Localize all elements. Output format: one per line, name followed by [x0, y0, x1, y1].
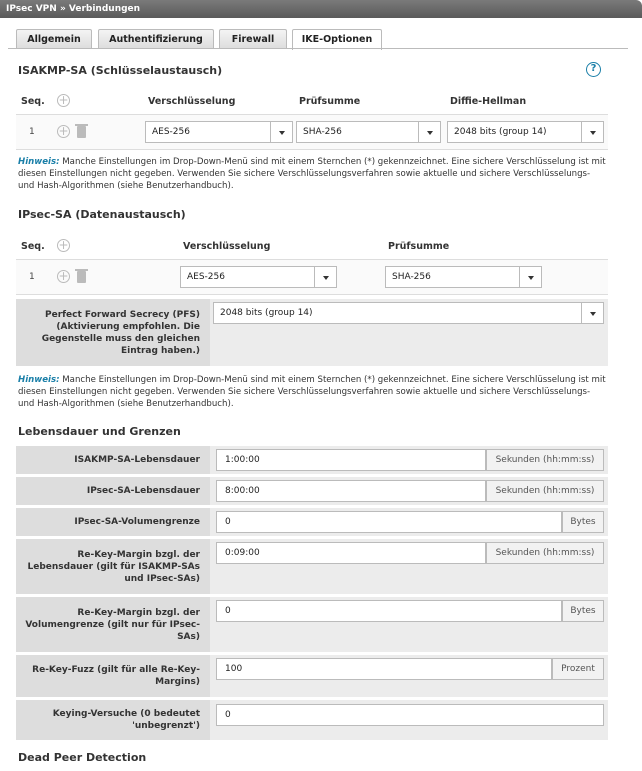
isakmp-hash-header: Prüfsumme [299, 96, 361, 107]
tab-allgemein[interactable]: Allgemein [16, 29, 92, 49]
isakmp-enc-value: AES-256 [152, 127, 190, 137]
rekey-lifetime-unit: Sekunden (hh:mm:ss) [486, 542, 604, 564]
ipsec-row-delete-icon[interactable] [77, 271, 86, 283]
isakmp-seq-header: Seq. [21, 96, 45, 107]
isakmp-row-add-icon[interactable]: + [58, 124, 69, 138]
pfs-select[interactable] [213, 302, 604, 324]
isakmp-row-delete-icon[interactable] [77, 126, 86, 138]
chevron-down-icon [581, 303, 603, 323]
isakmp-dh-value: 2048 bits (group 14) [454, 127, 547, 137]
ipsec-lifetime-input[interactable]: 8:00:00 [216, 480, 486, 502]
rekey-volume-input[interactable]: 0 [216, 600, 562, 622]
ipsec-lifetime-label: IPsec-SA-Lebensdauer [16, 477, 210, 505]
rekey-fuzz-label: Re-Key-Fuzz (gilt für alle Re-Key-Margins) [16, 655, 210, 697]
isakmp-title: ISAKMP-SA (Schlüsselaustausch) [18, 64, 223, 77]
volume-limit-unit: Bytes [562, 511, 604, 533]
ipsec-row-seq: 1 [29, 272, 35, 282]
tab-authentifizierung[interactable]: Authentifizierung [98, 29, 214, 49]
breadcrumb: IPsec VPN » Verbindungen [0, 0, 642, 18]
lifetime-title: Lebensdauer und Grenzen [18, 425, 181, 438]
keying-tries-input[interactable]: 0 [216, 704, 604, 726]
volume-limit-label: IPsec-SA-Volumengrenze [16, 508, 210, 536]
isakmp-enc-select[interactable] [145, 121, 293, 143]
isakmp-row-seq: 1 [29, 127, 35, 137]
rekey-lifetime-label: Re-Key-Margin bzgl. der Lebensdauer (gilt für ISAKMP-SAs und IPsec-SAs) [16, 539, 210, 594]
chevron-down-icon [581, 122, 603, 142]
ipsec-seq-header: Seq. [21, 241, 45, 252]
hint-label-2: Hinweis: [18, 375, 60, 385]
ipsec-enc-select[interactable] [180, 266, 337, 288]
hint-note-2 [18, 374, 608, 410]
keying-tries-label: Keying-Versuche (0 bedeutet 'unbegrenzt') [16, 700, 210, 740]
isakmp-add-icon[interactable]: + [58, 93, 69, 107]
chevron-down-icon [519, 267, 541, 287]
chevron-down-icon [270, 122, 292, 142]
ipsec-title: IPsec-SA (Datenaustausch) [18, 208, 186, 221]
isakmp-enc-header: Verschlüsselung [148, 96, 236, 107]
tab-firewall[interactable]: Firewall [219, 29, 287, 49]
chevron-down-icon [418, 122, 440, 142]
dpd-title: Dead Peer Detection [18, 751, 147, 764]
ipsec-hash-value: SHA-256 [392, 272, 431, 282]
isakmp-lifetime-unit: Sekunden (hh:mm:ss) [486, 449, 604, 471]
ipsec-enc-value: AES-256 [187, 272, 225, 282]
rekey-lifetime-input[interactable]: 0:09:00 [216, 542, 486, 564]
ipsec-enc-header: Verschlüsselung [183, 241, 271, 252]
tab-divider [8, 48, 628, 49]
hint-label-1: Hinweis: [18, 157, 60, 167]
isakmp-dh-select[interactable] [447, 121, 604, 143]
hint-note-1 [18, 156, 608, 192]
rekey-fuzz-unit: Prozent [552, 658, 604, 680]
tab-ike-optionen[interactable]: IKE-Optionen [292, 29, 382, 50]
hint-text-2: Manche Einstellungen im Drop-Down-Menü sind mit einem Sternchen (*) gekennzeichnet. Eine sichere Verschlüsselung ist mit diesen Einstellungen nicht gegeben. Verwenden Sie sichere Verschlüsselungsverfahren sowie aktuelle und sichere Verschlüsselungs- und Hash-Algorithmen (siehe Benutzerhandbuch). [18, 375, 606, 409]
pfs-value: 2048 bits (group 14) [220, 308, 313, 318]
rekey-fuzz-input[interactable]: 100 [216, 658, 552, 680]
isakmp-lifetime-label: ISAKMP-SA-Lebensdauer [16, 446, 210, 474]
ipsec-add-icon[interactable]: + [58, 238, 69, 252]
ipsec-hash-select[interactable] [385, 266, 542, 288]
isakmp-hash-select[interactable] [296, 121, 441, 143]
volume-limit-input[interactable]: 0 [216, 511, 562, 533]
hint-text-1: Manche Einstellungen im Drop-Down-Menü sind mit einem Sternchen (*) gekennzeichnet. Eine sichere Verschlüsselung ist mit diesen Einstellungen nicht gegeben. Verwenden Sie sichere Verschlüsselungsverfahren sowie aktuelle und sichere Verschlüsselungs- und Hash-Algorithmen (siehe Benutzerhandbuch). [18, 157, 606, 191]
help-icon[interactable]: ? [586, 62, 601, 77]
chevron-down-icon [314, 267, 336, 287]
isakmp-lifetime-input[interactable]: 1:00:00 [216, 449, 486, 471]
rekey-volume-unit: Bytes [562, 600, 604, 622]
isakmp-dh-header: Diffie-Hellman [450, 96, 527, 107]
ipsec-lifetime-unit: Sekunden (hh:mm:ss) [486, 480, 604, 502]
ipsec-hash-header: Prüfsumme [388, 241, 450, 252]
isakmp-hash-value: SHA-256 [303, 127, 342, 137]
rekey-volume-label: Re-Key-Margin bzgl. der Volumengrenze (gilt nur für IPsec-SAs) [16, 597, 210, 652]
ipsec-row-add-icon[interactable]: + [58, 269, 69, 283]
pfs-label: Perfect Forward Secrecy (PFS) (Aktivierung empfohlen. Die Gegenstelle muss den gleichen Eintrag haben.) [16, 299, 210, 366]
